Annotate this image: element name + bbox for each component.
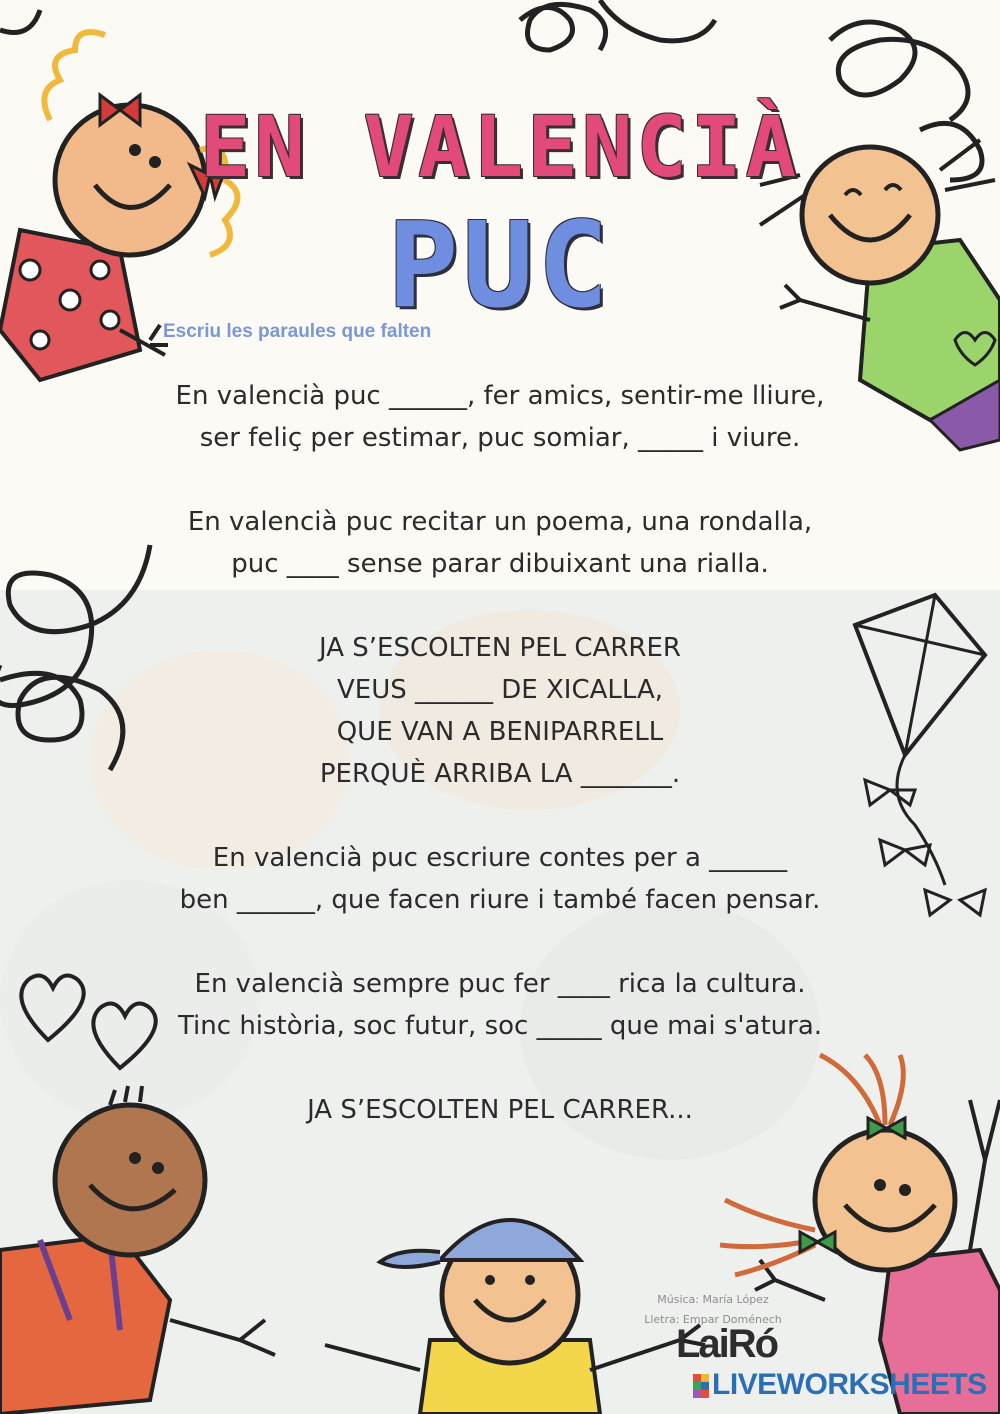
lairo-logo: LaiRó [676, 1322, 778, 1366]
title-line-1: EN VALENCIÀ [199, 98, 801, 196]
liveworksheets-logo[interactable]: LIVEWORKSHEETS [712, 1368, 987, 1401]
lyric-line: puc ____ sense parar dibuixant una rialla. [231, 549, 769, 579]
lyric-line: Tinc història, soc futur, soc _____ que mai s'atura. [177, 1011, 823, 1041]
lyric-line: QUE VAN A BENIPARRELL [336, 717, 664, 747]
lyric-line: JA S’ESCOLTEN PEL CARRER... [307, 1095, 693, 1125]
title-line-2: PUC [387, 196, 613, 334]
lyric-line: En valencià puc escriure contes per a ______ [212, 843, 788, 873]
lyric-line: En valencià puc recitar un poema, una rondalla, [187, 507, 813, 537]
lyric-line: PERQUÈ ARRIBA LA _______. [319, 759, 681, 789]
lyric-line: VEUS ______ DE XICALLA, [336, 675, 664, 705]
music-credit: Música: María López [657, 1293, 769, 1306]
lyrics-credit: Lletra: Empar Doménech [644, 1313, 782, 1326]
liveworksheets-badge-icon [693, 1374, 709, 1398]
lyric-line: ben ______, que facen riure i també facen pensar. [179, 885, 821, 915]
lyric-line: JA S’ESCOLTEN PEL CARRER [319, 633, 681, 663]
lyric-line: En valencià sempre puc fer ____ rica la cultura. [194, 969, 806, 999]
lyric-line: En valencià puc ______, fer amics, sentir-me lliure, [175, 381, 825, 411]
instruction-text: Escriu les paraules que falten [163, 321, 432, 342]
lyric-line: ser feliç per estimar, puc somiar, _____ i viure. [199, 423, 801, 453]
